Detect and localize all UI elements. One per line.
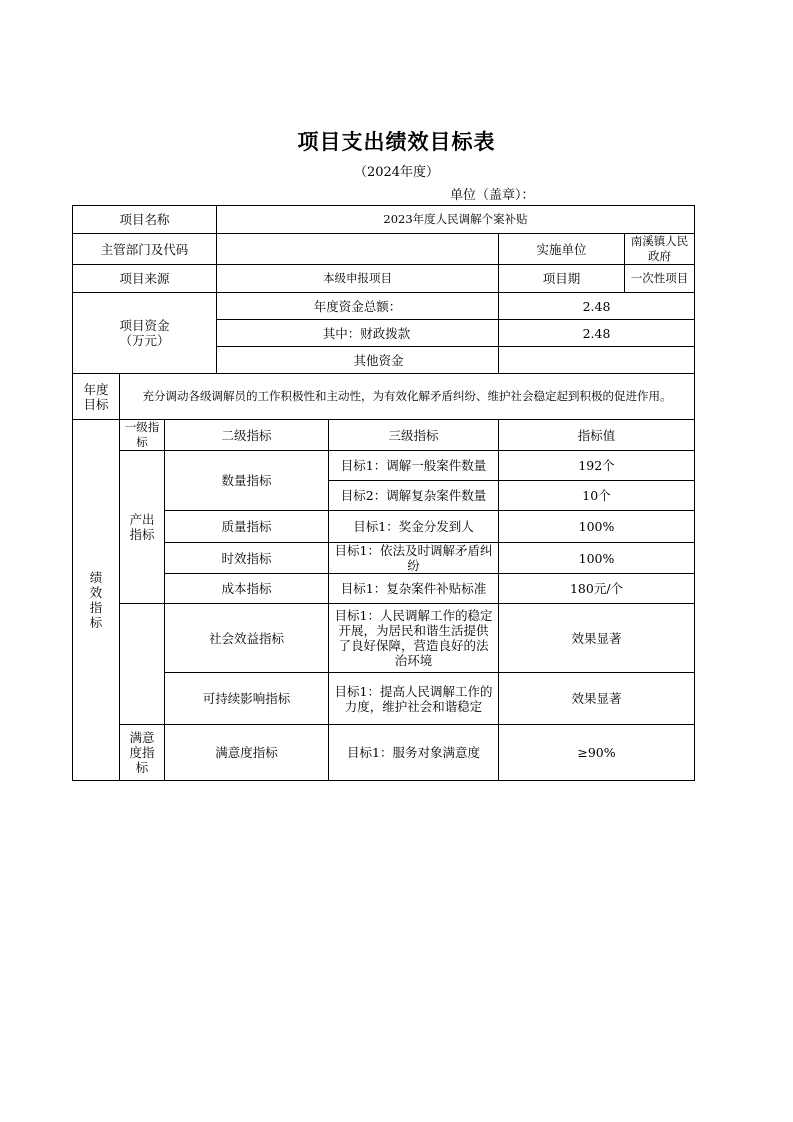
table-row [73, 451, 695, 481]
table-row [73, 511, 695, 543]
row-annual-goal [73, 374, 695, 420]
row-fund-total [73, 293, 695, 320]
project-name-label: 项目名称 [73, 206, 217, 234]
row-source [73, 265, 695, 293]
project-period-label: 项目期 [499, 265, 625, 293]
annual-goal-label: 年度目标 [73, 374, 120, 420]
indicator-header-row [73, 420, 695, 451]
project-fund-label-line2: （万元） [119, 333, 170, 348]
indicator-value: 100% [499, 543, 695, 574]
table-row [73, 543, 695, 574]
project-name-value: 2023年度人民调解个案补贴 [217, 206, 695, 234]
project-fund-label [73, 293, 217, 374]
department-value [217, 234, 499, 265]
unit-seal-label: 单位（盖章）： [450, 188, 535, 203]
project-source-value: 本级申报项目 [217, 265, 499, 293]
indicator-level2: 可持续影响指标 [165, 673, 329, 725]
indicator-level3: 目标1：服务对象满意度 [329, 725, 499, 781]
indicator-level3: 目标1：调解一般案件数量 [329, 451, 499, 481]
indicator-value: 192个 [499, 451, 695, 481]
indicator-value: 180元/个 [499, 574, 695, 604]
project-period-value: 一次性项目 [625, 265, 695, 293]
indicator-value: 100% [499, 511, 695, 543]
indicator-value: 10个 [499, 481, 695, 511]
indicator-level3: 目标1：人民调解工作的稳定开展，为居民和谐生活提供了良好保障，营造良好的法治环境 [329, 604, 499, 673]
performance-indicators-label: 绩效指标 [73, 420, 120, 781]
table-row [73, 725, 695, 781]
project-fund-label-line1: 项目资金 [119, 318, 170, 333]
fund-total-value: 2.48 [499, 293, 695, 320]
implementing-unit-value: 南溪镇人民政府 [625, 234, 695, 265]
indicator-level2: 质量指标 [165, 511, 329, 543]
indicator-level3: 目标1：提高人民调解工作的力度，维护社会和谐稳定 [329, 673, 499, 725]
project-source-label: 项目来源 [73, 265, 217, 293]
implementing-unit-label: 实施单位 [499, 234, 625, 265]
department-label: 主管部门及代码 [73, 234, 217, 265]
fund-other-value [499, 347, 695, 374]
fund-other-label: 其他资金 [217, 347, 499, 374]
indicator-level2: 时效指标 [165, 543, 329, 574]
satisfaction-indicator-label: 满意度指标 [120, 725, 165, 781]
table-row [73, 574, 695, 604]
header-value: 指标值 [499, 420, 695, 451]
row-department [73, 234, 695, 265]
indicator-value: 效果显著 [499, 604, 695, 673]
indicator-level3: 目标1：依法及时调解矛盾纠纷 [329, 543, 499, 574]
indicator-level2: 成本指标 [165, 574, 329, 604]
page-title: 项目支出绩效目标表 [297, 129, 496, 154]
indicator-level3: 目标1：奖金分发到人 [329, 511, 499, 543]
indicator-level3: 目标1：复杂案件补贴标准 [329, 574, 499, 604]
header-level1: 一级指标 [120, 420, 165, 451]
header-level2: 二级指标 [165, 420, 329, 451]
indicator-level3: 目标2：调解复杂案件数量 [329, 481, 499, 511]
fund-total-label: 年度资金总额： [217, 293, 499, 320]
indicator-value: 效果显著 [499, 673, 695, 725]
output-indicator-label: 产出指标 [120, 451, 165, 604]
header-level3: 三级指标 [329, 420, 499, 451]
indicator-level2: 数量指标 [165, 451, 329, 511]
effect-indicator-label [120, 604, 165, 725]
year-label: （2024年度） [353, 165, 440, 180]
table-row [73, 604, 695, 673]
fund-fiscal-label: 其中：财政拨款 [217, 320, 499, 347]
annual-goal-text: 充分调动各级调解员的工作积极性和主动性，为有效化解矛盾纠纷、维护社会稳定起到积极的促进作用。 [120, 374, 695, 420]
indicator-level2: 社会效益指标 [165, 604, 329, 673]
fund-fiscal-value: 2.48 [499, 320, 695, 347]
table-row [73, 673, 695, 725]
performance-table [72, 205, 695, 781]
row-project-name [73, 206, 695, 234]
indicator-value: ≥90% [499, 725, 695, 781]
indicator-level2: 满意度指标 [165, 725, 329, 781]
